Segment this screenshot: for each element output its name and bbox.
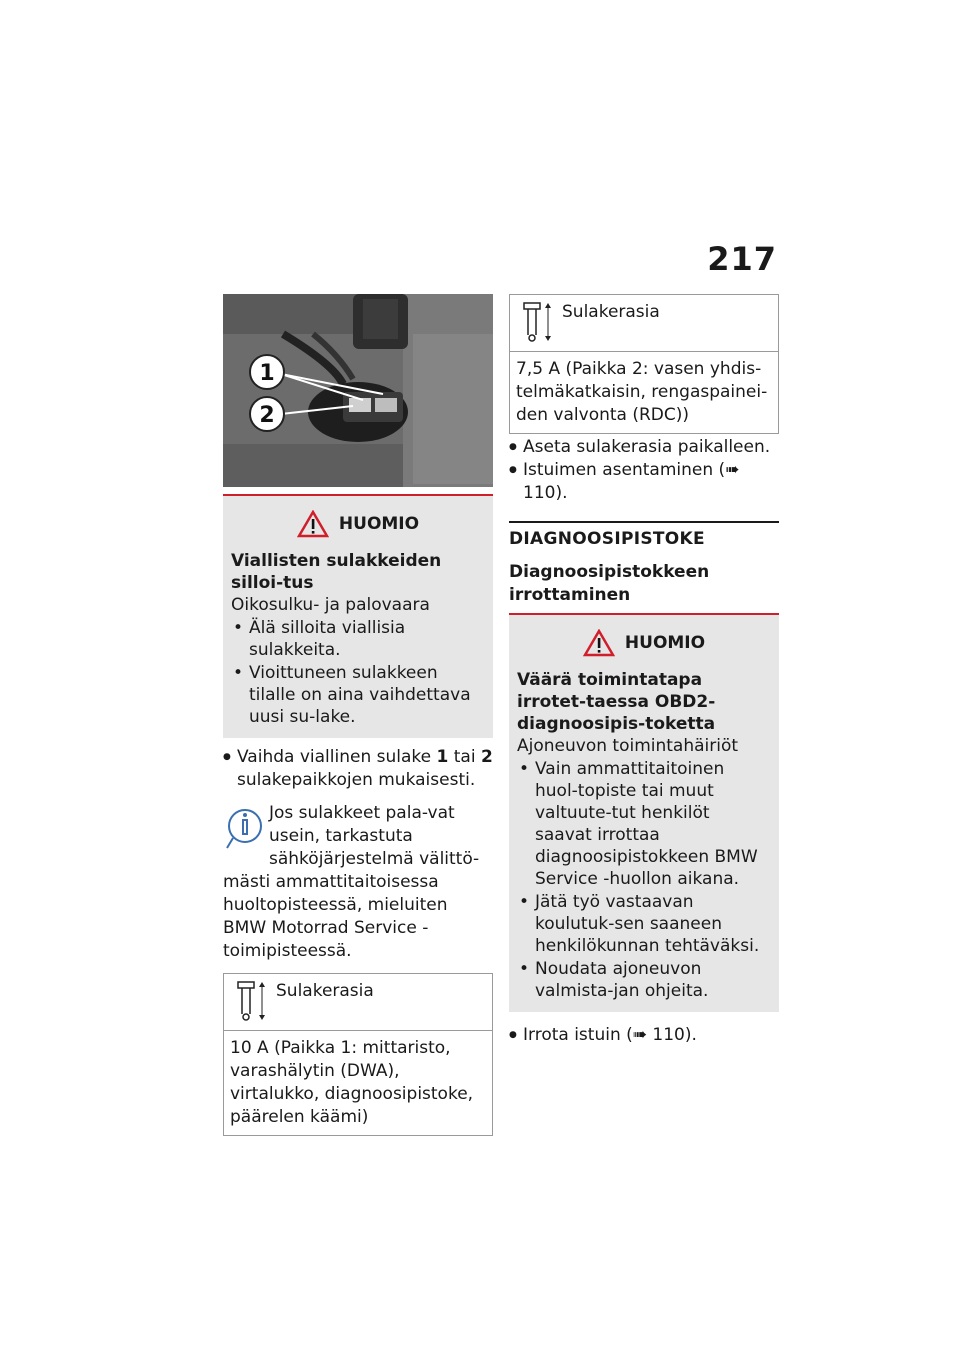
replace-step-list: [223, 746, 493, 792]
info-text: Jos sulakkeet pala-vat usein, tarkastuta sähköjärjestelmä välittö-mästi ammattitaitoisessa huoltopisteessä, mieluiten BMW Motorrad Service -toimipisteessä.: [223, 803, 480, 961]
step-remove-seat: ● Irrota istuin (➠ 110).: [509, 1024, 779, 1047]
section-title: DIAGNOOSIPISTOKE: [509, 521, 779, 549]
left-column: [223, 294, 493, 1136]
notice-label: HUOMIO: [338, 514, 420, 534]
notice-label: HUOMIO: [624, 633, 706, 653]
step-install-fusebox: ● Aseta sulakerasia paikalleen.: [509, 436, 779, 459]
install-step-list: [509, 436, 779, 505]
callout-1: 1: [259, 361, 275, 386]
warning-triangle-icon: [297, 510, 329, 538]
notice-item: • Noudata ajoneuvon valmista-jan ohjeita.: [517, 958, 771, 1002]
notice-subheading: Ajoneuvon toimintahäiriöt: [517, 736, 739, 756]
notice-item: • Älä silloita viallisia sulakkeita.: [231, 617, 485, 661]
warning-notice-fuses: [223, 494, 493, 738]
info-icon: [223, 806, 263, 850]
callout-2: 2: [259, 403, 275, 428]
fuse-ref-2: 2: [480, 747, 493, 767]
step-install-seat: ● Istuimen asentaminen (➠ 110).: [509, 459, 779, 505]
fuse-table-1: [223, 973, 493, 1136]
notice-heading: Väärä toimintatapa irrotet-taessa OBD2-diagnoosipis-toketta: [517, 670, 716, 734]
info-note: [223, 802, 493, 963]
warning-notice-obd: [509, 615, 779, 1012]
remove-step-list: [509, 1024, 779, 1047]
fuse-box-photo: [223, 294, 493, 487]
fuse-table-header: Sulakerasia: [562, 302, 660, 322]
subsection-title: Diagnoosipistokkeen irrottaminen: [509, 562, 710, 605]
fuse-icon: [234, 980, 268, 1022]
step-replace-fuse: ● Vaihda viallinen sulake 1 tai 2 sulakepaikkojen mukaisesti.: [223, 746, 493, 792]
fuse-table-2: [509, 294, 779, 434]
notice-subheading: Oikosulku- ja palovaara: [231, 595, 430, 615]
fuse-icon: [520, 301, 554, 343]
notice-item: • Vain ammattitaitoinen huol-topiste tai muut valtuute-tut henkilöt saavat irrottaa diagnoosipistokkeen BMW Service -huollon aikana.: [517, 758, 771, 890]
fuse-ref-1: 1: [436, 747, 449, 767]
fuse-table-body: 7,5 A (Paikka 2: vasen yhdis-telmäkatkaisin, rengaspainei-den valvonta (RDC)): [516, 359, 768, 425]
notice-heading: Viallisten sulakkeiden silloi-tus: [231, 551, 442, 593]
fuse-table-body: 10 A (Paikka 1: mittaristo, varashälytin (DWA), virtalukko, diagnoosipistoke, päärelen käämi): [230, 1038, 474, 1127]
fuse-table-header: Sulakerasia: [276, 981, 374, 1001]
page-number: 217: [707, 240, 777, 278]
notice-item: • Vioittuneen sulakkeen tilalle on aina vaihdettava uusi su-lake.: [231, 662, 485, 728]
notice-item: • Jätä työ vastaavan koulutuk-sen saaneen henkilökunnan tehtäväksi.: [517, 891, 771, 957]
warning-triangle-icon: [583, 629, 615, 657]
right-column: [509, 294, 779, 1047]
